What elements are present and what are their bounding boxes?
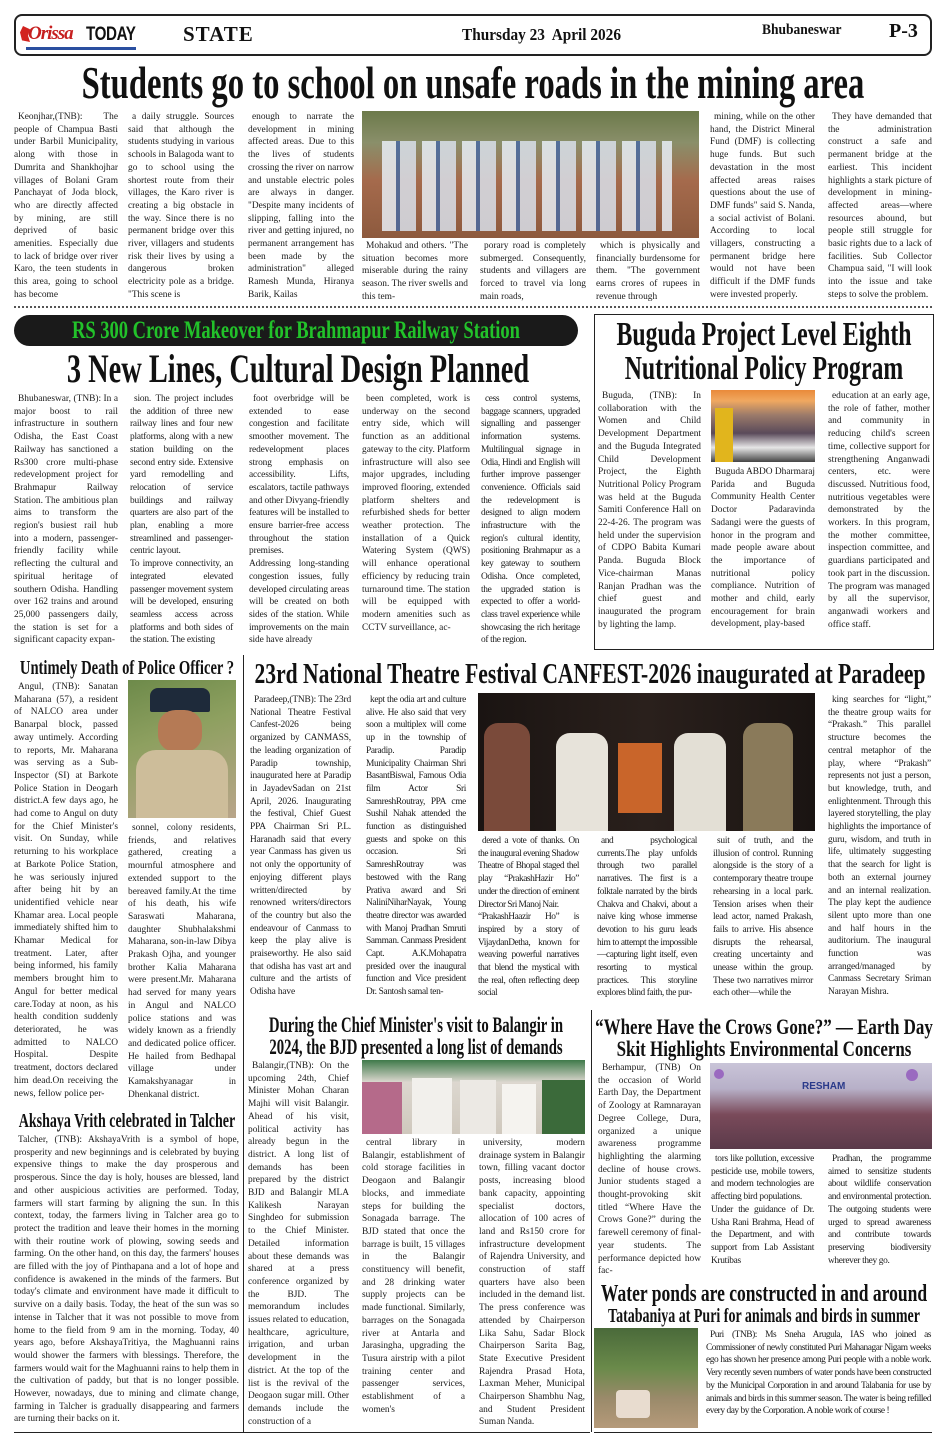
article-body: Puri (TNB): Ms Sneha Arugula, IAS who joined as Commissioner of newly constituted Puri Mahanagar Nigam weeks ego has shown her presence among Puri people with a noble work. Very recently seven numbers of water ponds have been constructed by the Municipal Corporation in and around Talabania for use by animals and birds in this summer season. The water is being refilled every day by the Corporation. A noble work of course ! xyxy=(706,1330,931,1417)
section-name: STATE xyxy=(183,22,254,46)
article-column: Balangir,(TNB): On the upcoming 24th, Chief Minister Mohan Charan Majhi will visit Balangir. Ahead of his visit, political activity has already begun in the district. A long list of demands has been prepared by the district BJD and Balangir MLA Kalikesh Narayan Singhdeo for submission to the Chief Minister. Detailed information about these demands was shared at a press conference organized by the BJD. The memorandum includes issues related to education, healthcare, agriculture, irrigation, and urban development in the district. At the top of the list is the revival of the Deogaon sugar mill. Other demands include the construction of a xyxy=(248,1061,350,1427)
theatre-festival-photo xyxy=(478,693,815,831)
article-column: Bhubaneswar, (TNB): In a major boost to rail infrastructure in southern Odisha, the East Coast Railway has sanctioned a Rs300 crore multi-phase redevelopment project for Brahmapur Railway Station. The ambitious plan aims to transform the region's busiest rail hub into a modern, passenger-friendly facility while reflecting the cultural and spiritual heritage of southern Odisha. Handling over 162 trains and around 25,000 passengers daily, the station is set for a significant capacity expan- xyxy=(14,394,118,646)
headline-railway: 3 New Lines, Cultural Design Planned xyxy=(66,346,530,391)
headline-buguda-line1: Buguda Project Level Eighth xyxy=(616,316,912,353)
article-column: kept the odia art and culture alive. He also said that very soon a multiplex will come up in the township of Paradip. Paradip Municipality Chairman Shri BasantBiswal, Famous Odia film Actor Sri SamreshRoutray, PPA cme Sushil Nahak attended the function as distinguished guests and spoke on this occasion. Sri SamreshRoutray was bestowed with the Rang Prativa award and Sri NaliniNiharNayak, Young theatre director was awarded with Manoj Pradhan Smruti Samman. Canmass President Capt. A.K.Mohapatra presided over the inaugural function and Vice president Dr. Santosh samal ten- xyxy=(366,695,466,998)
bottom-rule xyxy=(594,1432,932,1433)
headline-crows-line1: “Where Have the Crows Gone?” — Earth Day xyxy=(595,1014,933,1039)
logo-underline xyxy=(26,47,136,50)
article-column: which is physically and financially burdensome for them. "The government earns crores of rupees in revenue through xyxy=(596,241,700,302)
article-column: education at an early age, the role of father, mother and community in reducing child's screen time, collective support for strengthening Anganwadi centers, etc. were discussed. Nutritious food, nutritious vegetables were demonstrated by the workers. In this program, the mother committee, inspection committee, and guardians participated and took part in the discussion. The program was managed by all the supervisor, anganwadi workers and office staff. xyxy=(828,391,930,630)
headline-theatre: 23rd National Theatre Festival CANFEST-2026 inaugurated at Paradeep xyxy=(254,659,926,690)
article-column: porary road is completely submerged. Consequently, students and villagers are forced to travel via long main roads, xyxy=(480,241,586,302)
headline-akshaya: Akshaya Vrith celebrated in Talcher xyxy=(18,1110,236,1132)
water-pond-photo xyxy=(594,1328,698,1428)
article-column: suit of truth, and the illusion of control. Running alongside is the story of a contemporary theatre troupe rehearsing in a local park. Tension arises when their lead actor, named Prakash, fails to arrive. His absence disrupts the rehearsal, creating uncertainty and unease within the group. These two narratives mirror each other—while the xyxy=(713,836,813,999)
photo-banner-text: RESHAM xyxy=(802,1081,846,1092)
article-column: They have demanded that the administration construct a safe and permanent bridge at the earliest. This incident highlights a stark picture of development in mining-affected areas—where resources abound, but people still struggle for basic rights due to a lack of facilities. Sub Collector Champua said, "I will look into the issue and take steps to solve the problem. xyxy=(828,112,932,300)
article-column: dered a vote of thanks. On the inaugural evening Shadow Theatre of Bhopal staged thel play “PrakashHazir Ho” under the direction of eminent Director Sri Manoj Nair. “PrakashHaazir Ho” is inspired by a story of VijaydanDetha, known for weaving powerful narratives that blend the mystical with the real, often reflecting deep social xyxy=(478,836,579,999)
article-column: tors like pollution, excessive pesticide use, mobile towers, and modern technologies are affecting bird populations. Under the guidance of Dr. Usha Rani Brahma, Head of the Department, and with support from Lab Assistant Krutibas xyxy=(711,1154,814,1266)
students-river-photo xyxy=(362,111,699,238)
article-column: sonnel, colony residents, friends, and relatives gathered, creating a mournful atmosphere and extended support to the bereaved family.At the time of his death, his wife Saraswati Maharana, daughter Shubhalakshmi Maharana, son-in-law Dibya Prakash Ojha, and younger brother Kalia Maharana were present.Mr. Maharana had served for many years in Angul and NALCO police stations and was widely known as a friendly and dedicated police officer. He hailed from Bedhapal village under Kamakshyanagar in Dhenkanal district. xyxy=(128,823,236,1100)
article-column: university, modern drainage system in Balangir town, filling vacant doctor posts, increasing blood bank capacity, appointing specialist doctors, allocation of 100 acres of land and Rs150 crore for infrastructure development of Rajendra University, and construction of staff quarters have also been included in the demand list. The press conference was attended by Chairperson Lika Sahu, Sadar Block Chairperson Sarita Bag, State Executive President Rajendra Prasad Hota, Laxman Meher, Municipal Chairperson Shambhu Nag, and Student President Suman Nanda. xyxy=(479,1138,585,1428)
article-column: king searches for “light,” the theatre group waits for “Prakash.” This parallel structure becomes the central metaphor of the play, where “Prakash” represents not just a person, but knowledge, truth, and enlightenment. Through this layered storytelling, the play highlights the importance of guru, wisdom, and truth in life, ultimately suggesting that the search for light is both an external journey and an internal realization. The play kept the audience silent upto more than one and half hours in the auditorium. The inaugural function was arranged/managed by Canmass Secretary Sriman Narayan Mishra. xyxy=(828,695,931,998)
article-column: Buguda ABDO Dharmaraj Parida and Buguda Community Health Center Doctor Padaravinda Sadangi were the guests of honor in the program and made people aware about the importance of nutritional policy compliance. Nutrition of mother and child, early encouragement for brain development, play-based xyxy=(711,467,815,630)
article-column: Pradhan, the programme aimed to sensitize students about wildlife conservation and environmental protection. The outgoing students were urged to spread awareness and contribute towards preserving biodiversity wherever they go. xyxy=(828,1154,931,1266)
bjd-press-conference-photo xyxy=(362,1060,585,1134)
article-column: and psychological currents.The play unfolds through two parallel narratives. The first is a folktale narrated by the birds Chakva and Chakvi, about a naive king whose immense devotion to his guru leads him to attempt the impossible—capturing light itself, even resorting to mystical practices. This storyline explores blind faith, the pur- xyxy=(597,836,697,999)
article-column: enough to narrate the development in mining affected areas. Due to this the lives of students crossing the river on narrow and unstable electric poles are always in danger. "Despite many incidents of slipping, falling into the river and getting injured, no permanent arrangement has been made by the administration" alleged Ramesh Munda, Hiranya Barik, Kailas xyxy=(248,112,354,300)
logo-today: TODAY xyxy=(86,24,136,45)
headline-buguda-line2: Nutritional Policy Program xyxy=(624,350,904,387)
police-officer-photo xyxy=(128,680,236,818)
headline-balangir-line1: During the Chief Minister's visit to Balangir in xyxy=(268,1012,564,1037)
article-column: mining, while on the other hand, the District Mineral Fund (DMF) is collecting huge funds. But such devastation in the most affected areas raises questions about the use of DMF funds" said S. Nanda, a social activist of Bolani. According to local villagers, constructing a permanent bridge here would not have been difficult if the DMF funds were invested properly. xyxy=(710,112,815,300)
headline-crows-line2: Skit Highlights Environmental Concerns xyxy=(616,1036,912,1061)
article-column: been completed, work is underway on the second entry side, which will function as an additional gateway to the city. Platform infrastructure will also see major upgrades, including improved flooring, extended platform shelters and refurbished sheds for better weather protection. The installation of a Quick Watering System (QWS) will enhance operational efficiency by reducing train turnaround time. The station will be equipped with modern amenities such as CCTV surveillance, ac- xyxy=(362,394,470,633)
article-column: sion. The project includes the addition of three new railway lines and four new platforms, along with a new station building on the second entry side. Extensive yard remodelling and relocation of service buildings and railway quarters are also part of the plan, enabling a more streamlined and passenger-centric layout. To improve connectivity, an integrated elevated passenger movement system will be developed, ensuring seamless access across platforms and both sides of the station. The existing xyxy=(130,394,233,646)
article-column: Paradeep,(TNB): The 23rd National Theatre Festival Canfest-2026 being organized by CANMASS, the leading organization of Paradip township, inaugurated here at Paradip in JayadevSadan on 21st April, 2026. Inaugurating the festival, Chief Guest PPA Chairman Sri P.L. Haranadh said that every year Canmass has given us not only the opportunity of enjoying different plays written/directed by renowned writers/directors of the country but also the endeavour of Canmass to keep the play alive is praiseworthy. He also said that odisha has vast art and culture and the artists of Odisha have xyxy=(250,695,351,998)
column-rule xyxy=(591,1010,592,1432)
article-column: cess control systems, baggage scanners, upgraded signalling and passenger information systems. Multilingual signage in Odia, Hindi and English will further improve passenger convenience. Officials said the redevelopment is designed to align modern infrastructure with the region's cultural identity, positioning Brahmapur as a key gateway to southern Odisha. Once completed, the upgraded station is expected to offer a world-class travel experience while showcasing the rich heritage of the region. xyxy=(481,394,580,646)
article-column: a daily struggle. Sources said that although the students studying in various schools in Balagoda want to go to school using the shortest route from their villages, the Karo river is creating a big obstacle in the way. Since there is no permanent bridge over this river, villagers and students risk their lives by using a dangerous broken electricity pole as a bridge. "This scene is xyxy=(128,112,234,300)
newspaper-logo[interactable] xyxy=(20,22,150,52)
masthead-bar xyxy=(14,14,932,56)
buguda-event-photo xyxy=(711,390,815,462)
earth-day-students-photo xyxy=(710,1063,932,1149)
page-number: P-3 xyxy=(889,20,918,42)
headline-police: Untimely Death of Police Officer ? xyxy=(19,657,235,679)
logo-orissa: Orissa xyxy=(28,23,73,44)
section-divider xyxy=(14,306,932,308)
headline-water-line2: Tatabaniya at Puri for animals and birds in summer xyxy=(608,1305,920,1327)
article-column: Buguda, (TNB): In collaboration with the Women and Child Development Department and the Buguda Integrated Child Development Project, the Eighth Nutritional Policy Program was held at the Buguda Samiti Conference Hall on 22-4-26. The program was held under the supervision of CDPO Babita Kumari Panda. Buguda Block Vice-chairman Manas Ranjan Pradhan was the chief guest and inaugurated the program by lighting the lamp. xyxy=(598,391,701,630)
article-column: Berhampur, (TNB) On the occasion of World Earth Day, the Department of Zoology at Ramnarayan Degree College, Dura, organized a unique awareness programme highlighting the alarming decline of house crows. Junior students staged a thought-provoking skit titled “Where Have the Crows Gone?” during the farewell ceremony of final-year students. The performance depicted how fac- xyxy=(598,1063,701,1277)
column-rule xyxy=(243,655,244,1432)
kicker-text: RS 300 Crore Makeover for Brahmapur Railway Station xyxy=(72,317,520,344)
bottom-rule xyxy=(14,1432,590,1433)
headline-water-line1: Water ponds are constructed in and around xyxy=(600,1281,928,1307)
headline-balangir-line2: 2024, the BJD presented a long list of demands xyxy=(269,1034,563,1059)
article-column: foot overbridge will be extended to ease congestion and facilitate smoother movement. The redevelopment places strong emphasis on accessibility. Lifts, escalators, tactile pathways and other Divyang-friendly features will be installed to ensure barrier-free access throughout the station premises. Addressing long-standing congestion issues, fully developed circulating areas will be created on both sides of the station. While improvements on the main side have already xyxy=(249,394,349,646)
article-column: Mohakud and others. "The situation becomes more miserable during the rainy season. The river swells and this tem- xyxy=(362,241,468,302)
issue-date: Thursday 23 April 2026 xyxy=(462,25,621,44)
article-column: Keonjhar,(TNB): The people of Champua Basti under Barbil Municipality, along with those in Dumrita and Shankhojhar villages of Bolani Gram Panchayat of Joda block, who are directly affected by mining, are still deprived of basic amenities. Especially due to lack of bridge over river Karo, the teen students in this area, going to school has become xyxy=(14,112,118,300)
article-body: Talcher, (TNB): AkshayaVrith is a symbol of hope, prosperity and new beginnings and is celebrated by buying expensive things to make the day prosperous and prosperous. Since the day is holy, houses are blessed, land and other auspicious activities are performed. Today, farmers will start farming by aligning the sun. In this context, today, the farmers living in Talcher area go to protect the tradition and leave their homes in the morning with their routine work of plowing, sowing seeds and farming. On the other hand, on this day, the farmers' houses are filled with the joy of Pinthapana and a lot of hope and confidence is awakened in the minds of the farmers. But today's climate and environment have made it difficult to survive on a daily basis. Today, the heat of the sun was so intense in Talcher that it was not possible to move from home to the field from 9 am in the morning. Today, 40 years ago, before AkshayaTritiya, the Maghuanni rains would shower the farmers with blessings. Therefore, the farmers would wait for the Maghuanni rains to help them in the cultivation of paddy, but that is no longer possible. However, nowadays, due to mining and climate change, farming in Talcher is gradually disappearing and farmers are turning their backs on it. xyxy=(14,1135,239,1425)
headline-mining: Students go to school on unsafe roads in the mining area xyxy=(81,57,865,108)
edition-city: Bhubaneswar xyxy=(762,22,842,38)
article-column: central library in Balangir, establishment of cold storage facilities in Deogaon and Balangir blocks, and immediate steps for building the Sonagada barrage. The BJD stated that once the barrage is built, 15 villages in the Balangir constituency will benefit, and 28 drinking water supply projects can be made functional. Similarly, barrages on the Sonagada river at Antarla and Jarasingha, upgrading the Tusura airstrip with a pilot training center and passenger services, establishment of a women's xyxy=(362,1138,465,1415)
article-column: Angul, (TNB): Sanatan Maharana (57), a resident of NALCO area under Banarpal block, passed away untimely. According to reports, Mr. Maharana was serving as a Sub-Inspector (SI) at Barkote Police Station in Deogarh district.A few days ago, he had come to Angul on duty for the Chief Minister's visit. On Sunday, while returning to his workplace at Barkote Police Station, he was seriously injured after being hit by an unidentified vehicle near Khamar area. Local people immediately shifted him to Khamar Medical for treatment. Later, after being informed, his family members brought him to Angul for better medical care.Today at noon, as his health condition suddenly deteriorated, he was admitted to NALCO Hospital. Despite treatment, doctors declared him dead.On receiving the news, fellow police per- xyxy=(14,682,118,1099)
